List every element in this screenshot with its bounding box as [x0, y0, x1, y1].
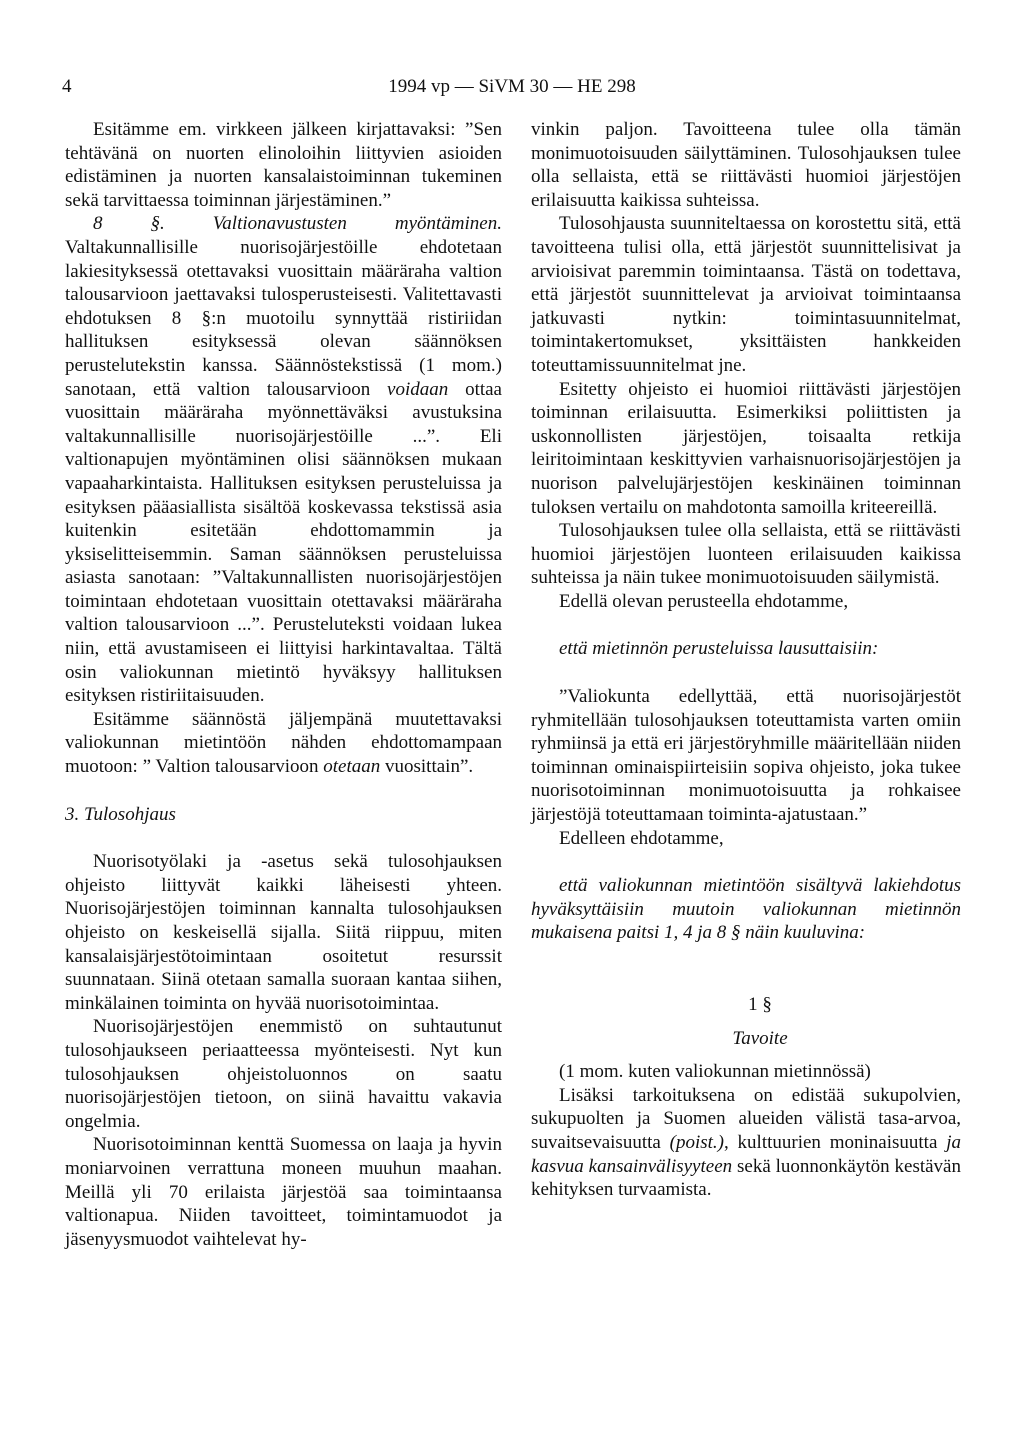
proposal-statement: että valiokunnan mietintöön sisältyvä lakiehdotus hyväksyttäisiin muutoin valiokunnan mietinnön mukaisena paitsi 1, 4 ja 8 § näin kuuluvina:: [531, 875, 961, 944]
paragraph: Edellä olevan perusteella ehdotamme,: [559, 590, 849, 612]
paragraph-section-8: 8 §. Valtionavustusten myöntäminen. Valtakunnallisille nuorisojärjestöille ehdotetaan lakiesityksessä otettavaksi vuosittain määräraha valtion talousarvioon jaettavaksi tulosperusteisesti. Valitettavasti ehdotuksen 8 §:n muotoilu synnyttää ristiriidan hallituksen esityksessä olevan säännöksen perustelutekstin kanssa. Säännöstekstissä (1 mom.) sanotaan, että valtion talousarvioon voidaan ottaa vuosittain määräraha myönnettäväksi avustuksina valtakunnallisille nuorisojärjestöille ...”. Eli valtionapujen myöntäminen olisi säännöksen mukaan vapaaharkintaista. Hallituksen esityksen perusteluissa ja esityksen pääasiallista sisältöä koskevassa tekstissä asia kuitenkin esitetään ehdottomammin ja yksiselitteisemmin. Saman säännöksen perusteluissa asiasta sanotaan: ”Valtakunnallisten nuorisojärjestöjen toimintaan ehdotetaan vuosittain otettavaksi määräraha valtion talousarvioon ...”. Perusteluteksti voidaan lukea niin, että avustamiseen ei liittyisi harkintavaltaa. Tältä osin valiokunnan mietintö hyväksyy hallituksen esityksen ristiriitaisuuden.: [65, 213, 502, 707]
paragraph: Nuorisojärjestöjen enemmistö on suhtautunut tulosohjaukseen periaatteessa myönteisesti. Nyt kun tulosohjauksen ohjeistoluonnos on saatu nuorisojärjestöjen tietoon, on siinä havaittu vakavia ongelmia.: [65, 1016, 502, 1132]
spacer: [531, 945, 961, 969]
paragraph: Edelleen ehdotamme,: [559, 827, 724, 849]
spacer: [531, 613, 961, 637]
spacer: [531, 1050, 961, 1060]
paragraph: Tulosohjauksen tulee olla sellaista, että se riittävästi huomioi järjestöjen luonteen erilaisuuden kaikissa suhteissa ja näin tukee monimuotoisuuden säilymistä.: [531, 520, 961, 589]
paragraph: Esitetty ohjeisto ei huomioi riittävästi järjestöjen toiminnan erilaisuutta. Esimerkiksi poliittisten ja uskonnollisten järjestöjen, toisaalta retkija leiritoimintaan keskittyvien varhaisnuorisojärjestöjen ja nuorison palvelujärjestöjen keskinäinen toiminnan tuloksen vertailu on mahdotonta samoilla kriteereillä.: [531, 378, 961, 518]
paragraph: Tulosohjausta suunniteltaessa on korostettu sitä, että tavoitteena tulisi olla, että järjestöt suunnittelisivat ja arvioisivat paremmin toimintaansa. Tästä on todettava, että järjestöt suunnittelevat ja arvioivat toimintaansa jatkuvasti nytkin: toimintasuunnitelmat, toimintakertomukset, yksittäisten hankkeiden toteuttamissuunnitelmat jne.: [531, 213, 961, 376]
quoted-statement: ”Valiokunta edellyttää, että nuorisojärjestöt ryhmitellään tulosohjauksen toteuttamista varten omiin ryhmiinsä ja että eri järjestöryhmille määritellään niiden toiminnan ominaispiirteisiin sopiva ohjeisto, joka tukee nuorisotoiminnan monimuotoisuutta ja rohkaisee järjestöjä toteuttamaan toiminta-ajatustaan.”: [531, 686, 961, 826]
paragraph: Lisäksi tarkoituksena on edistää sukupolvien, sukupuolten ja Suomen alueiden välistä tasa-arvoa, suvaitsevaisuutta (poist.), kulttuurien moninaisuutta ja kasvua kansainvälisyyteen sekä luonnonkäytön kestävän kehityksen turvaamista.: [531, 1084, 961, 1201]
document-identifier: 1994 vp — SiVM 30 — HE 298: [388, 76, 636, 97]
spacer: [531, 969, 961, 993]
paragraph: Esitämme säännöstä jäljempänä muutettavaksi valiokunnan mietintöön nähden ehdottomampaan muotoon: ” Valtion talousarvioon otetaan vuosittain”.: [65, 708, 502, 778]
spacer: [531, 1017, 961, 1027]
left-column: [65, 118, 502, 1251]
emphasis: voidaan: [387, 378, 449, 400]
paragraph: vinkin paljon. Tavoitteena tulee olla tämän monimuotoisuuden säilyttäminen. Tulosohjauksen tulee olla sellaista, että se riittävästi huomioi järjestöjen erilaisuutta kaikissa suhteissa.: [531, 119, 961, 211]
emphasis: (poist.): [669, 1131, 724, 1153]
section-title: Tavoite: [732, 1027, 788, 1049]
spacer: [65, 779, 502, 803]
spacer: [531, 661, 961, 685]
paragraph: (1 mom. kuten valiokunnan mietinnössä): [559, 1061, 871, 1083]
right-column: [531, 118, 961, 1202]
page-header: [0, 60, 1024, 97]
emphasis: otetaan: [323, 756, 381, 778]
emphasis: ja kasvua kansainvälisyyteen: [531, 1131, 961, 1177]
section-8-heading: 8 §. Valtionavustusten myöntäminen.: [93, 213, 502, 235]
proposal-statement: että mietinnön perusteluissa lausuttaisiin:: [559, 638, 879, 660]
section-number: 1 §: [748, 994, 772, 1015]
paragraph: Nuorisotoiminnan kenttä Suomessa on laaja ja hyvin moniarvoinen verrattuna moneen muuhun maahan. Meillä yli 70 erilaista järjestöä saa toimintaansa valtionapua. Niiden tavoitteet, toimintamuodot ja jäsenyysmuodot vaihtelevat hy-: [65, 1134, 502, 1250]
spacer: [531, 850, 961, 874]
paragraph: Esitämme em. virkkeen jälkeen kirjattavaksi: ”Sen tehtävänä on nuorten elinoloihin liittyvien asioiden edistäminen ja nuorten kansalaistoiminnan tukeminen sekä tarvittaessa toiminnan järjestäminen.”: [65, 119, 502, 211]
spacer: [65, 826, 502, 850]
page-number: 4: [62, 76, 72, 97]
paragraph: Nuorisotyölaki ja -asetus sekä tulosohjauksen ohjeisto liittyvät kaikki läheisesti yhteen. Nuorisojärjestöjen toiminnan kannalta tulosohjauksen ohjeisto on keskeisellä sijalla. Siitä riippuu, miten kansalaisjärjestötoimintaan osoitetut resurssit suunnataan. Siinä otetaan samalla suoraan kantaa siihen, minkälainen toiminta on hyvää nuorisotoimintaa.: [65, 851, 502, 1014]
section-3-heading: 3. Tulosohjaus: [65, 803, 176, 825]
